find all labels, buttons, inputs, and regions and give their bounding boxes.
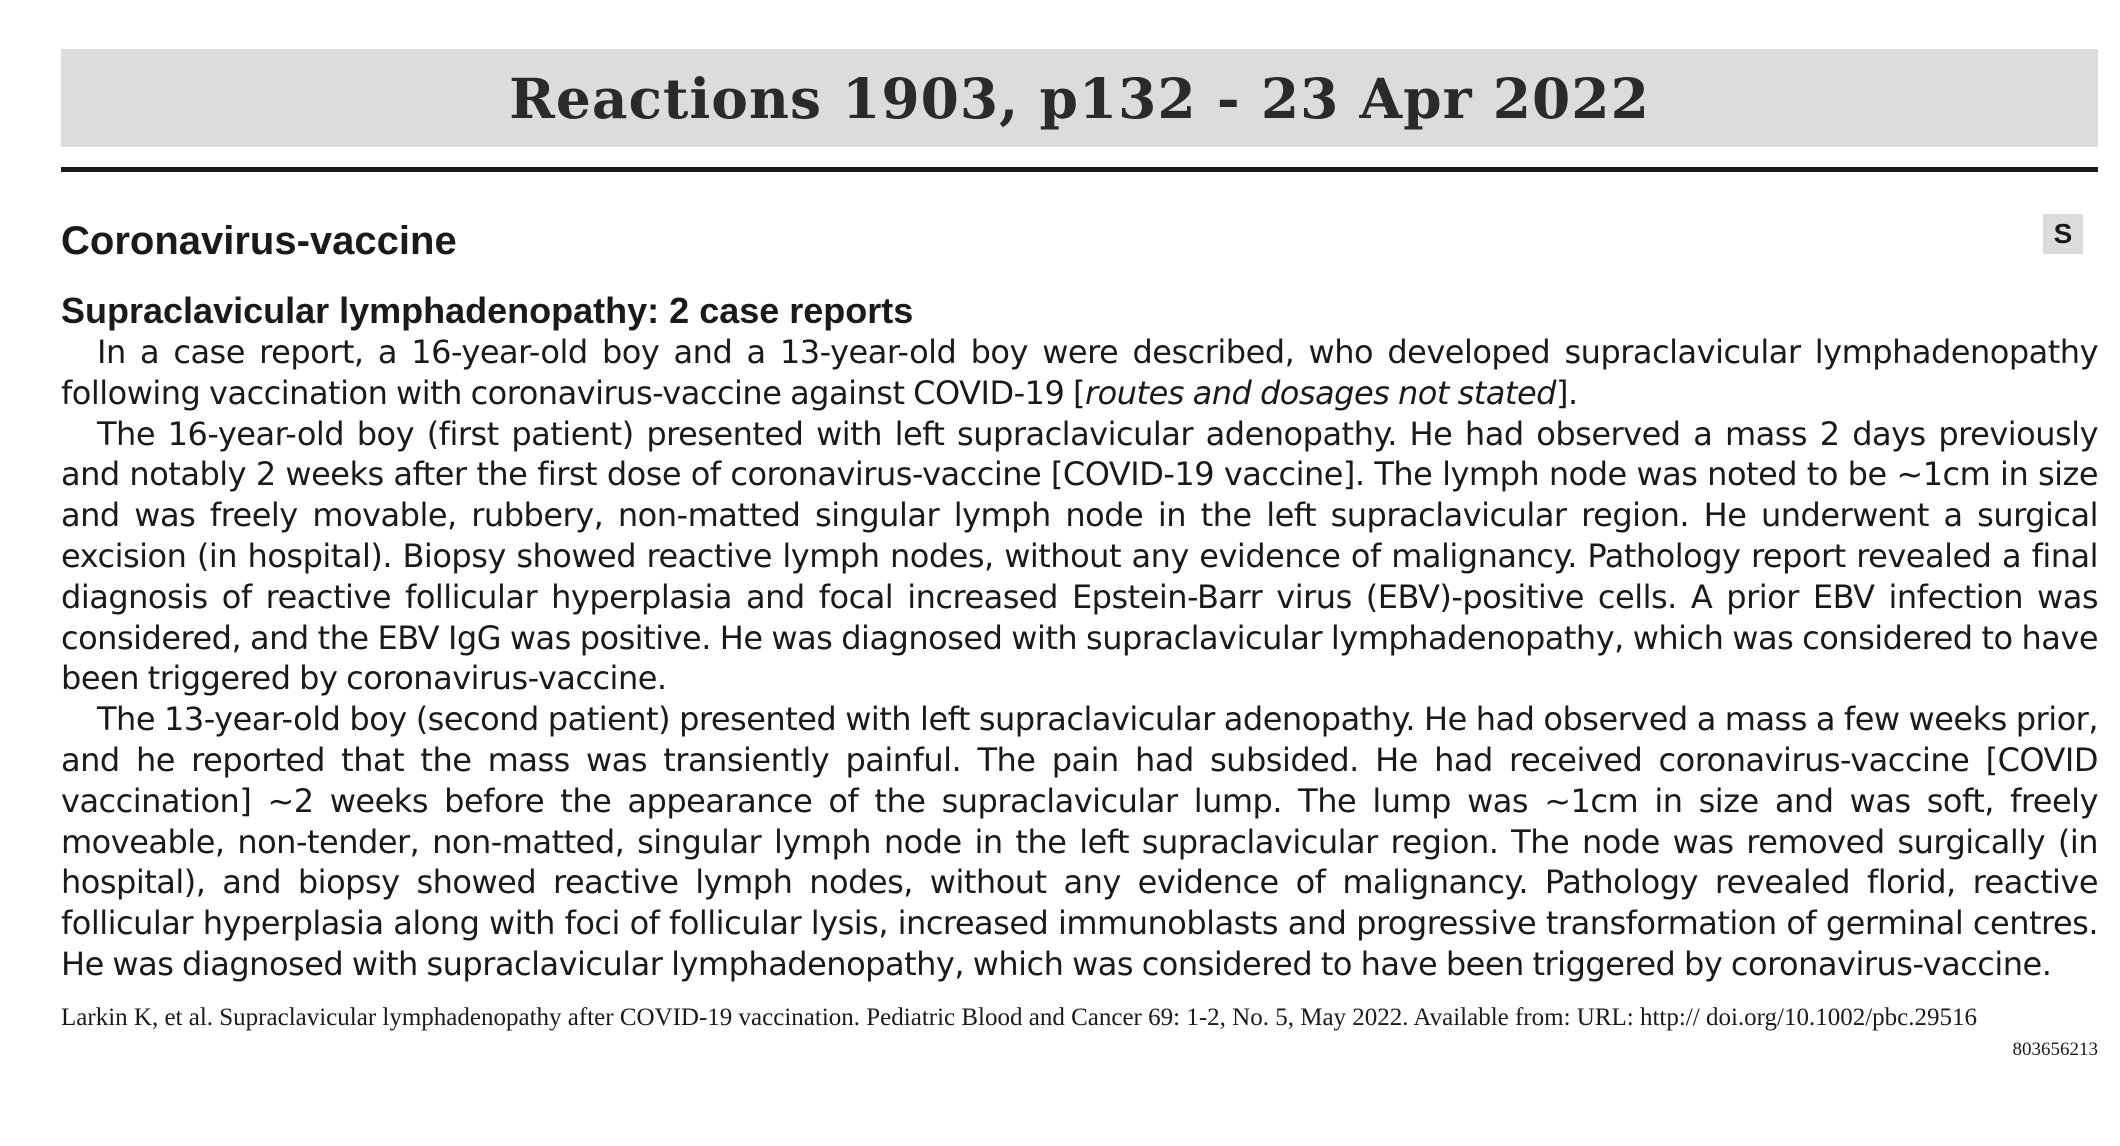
paragraph-second-patient: The 13-year-old boy (second patient) presented with left supraclavicular adenopathy. He had observed a mass a few weeks prior, and he reported that the mass was transiently painful. The pain had subsided. He had received coronavirus-vaccine [COVID vaccination] ~2 weeks before the appearance of the supraclavicular lump. The lump was ~1cm in size and was soft, freely moveable, non-tender, non-matted, singular lymph node in the left supraclavicular region. The node was removed surgically (in hospital), and biopsy showed reactive lymph nodes, without any evidence of malignancy. Pathology revealed florid, reactive follicular hyperplasia along with foci of follicular lysis, increased immunoblasts and progressive transformation of germinal centres. He was diagnosed with supraclavicular lymphadenopathy, which was considered to have been triggered by coronavirus-vaccine. — [61, 700, 2098, 983]
drug-name: Coronavirus-vaccine — [61, 219, 457, 263]
document-id: 803656213 — [2012, 1039, 2098, 1060]
article-body — [61, 332, 2098, 985]
page-title: Reactions 1903, p132 - 23 Apr 2022 — [509, 65, 1650, 131]
reaction-title: Supraclavicular lymphadenopathy: 2 case reports — [61, 290, 914, 331]
paragraph-first-patient: The 16-year-old boy (first patient) presented with left supraclavicular adenopathy. He had observed a mass 2 days previously and notably 2 weeks after the first dose of coronavirus-vaccine [COVID-19 vaccine]. The lymph node was noted to be ~1cm in size and was freely movable, rubbery, non-matted singular lymph node in the left supraclavicular region. He underwent a surgical excision (in hospital). Biopsy showed reactive lymph nodes, without any evidence of malignancy. Pathology report revealed a final diagnosis of reactive follicular hyperplasia and focal increased Epstein-Barr virus (EBV)-positive cells. A prior EBV infection was considered, and the EBV IgG was positive. He was diagnosed with supraclavicular lymphadenopathy, which was considered to have been triggered by coronavirus-vaccine. — [61, 414, 2098, 698]
paragraph-intro-end: ]. — [1555, 373, 1578, 412]
citation: Larkin K, et al. Supraclavicular lymphadenopathy after COVID-19 vaccination. Pediatric Blood and Cancer 69: 1-2, No. 5, May 2022. Available from: URL: http:// doi.org/10.1002/pbc.29516 — [61, 1004, 1978, 1031]
header-divider — [61, 167, 2098, 172]
paragraph-intro-italic: routes and dosages not stated — [1085, 373, 1556, 412]
paragraph-intro-text: In a case report, a 16-year-old boy and a 13-year-old boy were described, who developed supraclavicular lymphadenopathy following vaccination with coronavirus-vaccine against COVID-19 [ — [61, 333, 2098, 412]
paragraph-intro — [61, 332, 2098, 414]
seriousness-badge: S — [2043, 214, 2083, 254]
header-bar — [61, 49, 2098, 147]
